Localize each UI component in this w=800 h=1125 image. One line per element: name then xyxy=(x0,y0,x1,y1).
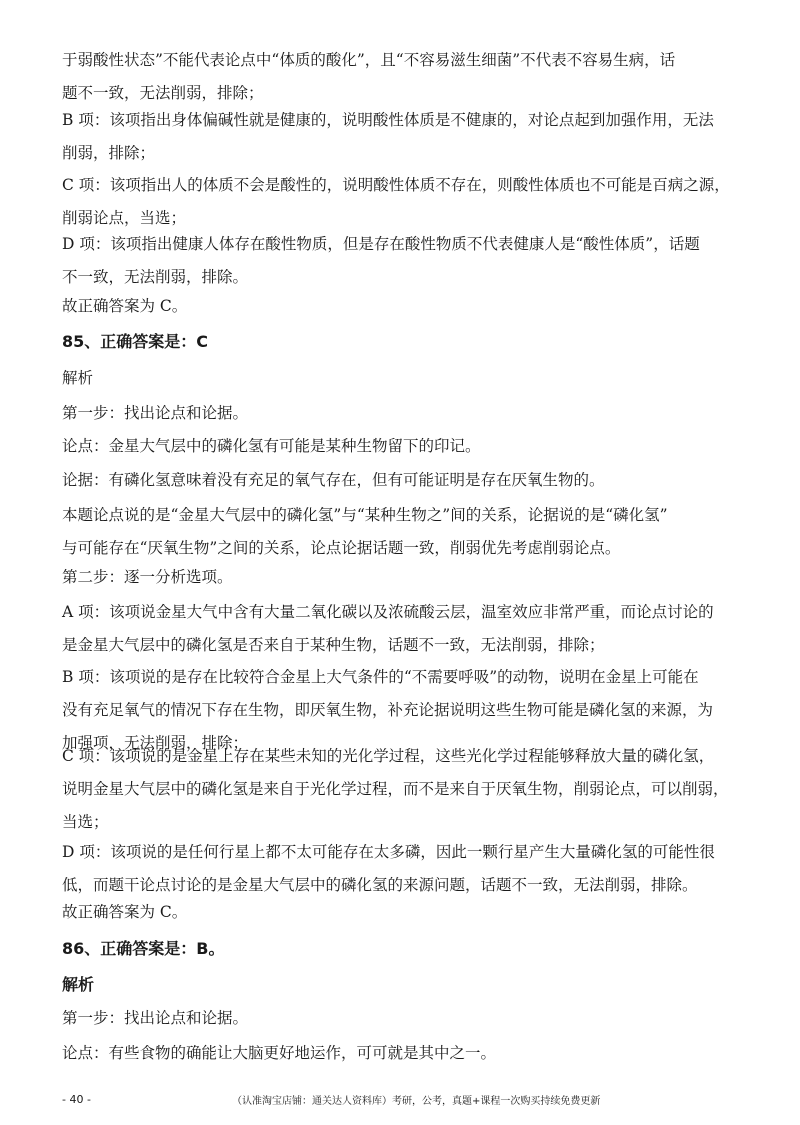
text-line: 故正确答案为 C。 xyxy=(62,297,188,315)
text-line: C 项：该项指出人的体质不会是酸性的，说明酸性体质不存在，则酸性体质也不可能是百病之源， xyxy=(62,176,730,194)
analysis-label xyxy=(62,362,752,395)
text-line: 与可能存在“厌氧生物”之间的关系，论点论据话题一致，削弱优先考虑削弱论点。 xyxy=(62,539,621,557)
question-85-heading xyxy=(62,325,752,358)
page-number: - 40 - xyxy=(62,1093,91,1106)
text-line: 低，而题干论点讨论的是金星大气层中的磷化氢的来源问题，话题不一致，无法削弱，排除。 xyxy=(62,876,698,894)
text-line: 85、正确答案是：C xyxy=(62,332,209,351)
text-line: 论点：金星大气层中的磷化氢有可能是某种生物留下的印记。 xyxy=(62,437,481,455)
text-line: B 项：该项说的是存在比较符合金星上大气条件的“不需要呼吸”的动物，说明在金星上可能在 xyxy=(62,668,699,686)
answer-conclusion xyxy=(62,896,752,929)
text-line: 论点：有些食物的确能让大脑更好地运作，可可就是其中之一。 xyxy=(62,1044,497,1062)
option-b-paragraph xyxy=(62,104,752,170)
text-line: 削弱论点，当选； xyxy=(62,209,187,227)
text-line: C 项：该项说的是金星上存在某些未知的光化学过程，这些光化学过程能够释放大量的磷化氢， xyxy=(62,747,715,765)
answer-conclusion xyxy=(62,290,752,323)
text-line: 没有充足氧气的情况下存在生物，即厌氧生物，补充论据说明这些生物可能是磷化氢的来源，为 xyxy=(62,701,714,719)
text-line: 解析 xyxy=(62,975,95,994)
argument-point xyxy=(62,1037,752,1070)
argument-evidence xyxy=(62,464,752,497)
text-line: 当选； xyxy=(62,813,109,831)
question-86-heading xyxy=(62,932,752,965)
text-line: 说明金星大气层中的磷化氢是来自于光化学过程，而不是来自于厌氧生物，削弱论点，可以削弱， xyxy=(62,780,729,798)
text-line: 第一步：找出论点和论据。 xyxy=(62,404,249,422)
text-line: 86、正确答案是：B。 xyxy=(62,939,225,958)
analysis-label xyxy=(62,968,752,1001)
text-line: 是金星大气层中的磷化氢是否来自于某种生物，话题不一致，无法削弱，排除； xyxy=(62,636,605,654)
option-a-paragraph xyxy=(62,596,752,662)
text-line: D 项：该项指出健康人体存在酸性物质，但是存在酸性物质不代表健康人是“酸性体质”，话题 xyxy=(62,235,700,253)
text-line: B 项：该项指出身体偏碱性就是健康的，说明酸性体质是不健康的，对论点起到加强作用，无法 xyxy=(62,111,714,129)
step-two xyxy=(62,561,752,594)
text-line: 第一步：找出论点和论据。 xyxy=(62,1009,249,1027)
text-line: 不一致，无法削弱，排除。 xyxy=(62,268,249,286)
text-line: 加强项，无法削弱，排除； xyxy=(62,734,249,752)
relation-paragraph xyxy=(62,499,752,565)
argument-point xyxy=(62,430,752,463)
step-one xyxy=(62,1002,752,1035)
option-d-paragraph xyxy=(62,228,752,294)
text-line: 第二步：逐一分析选项。 xyxy=(62,568,233,586)
text-line: A 项：该项说金星大气中含有大量二氧化碳以及浓硫酸云层，温室效应非常严重，而论点讨论的 xyxy=(62,603,714,621)
option-c-paragraph xyxy=(62,169,752,235)
text-line: 削弱，排除； xyxy=(62,144,156,162)
text-line: 本题论点说的是“金星大气层中的磷化氢”与“某种生物之”间的关系，论据说的是“磷化氢” xyxy=(62,506,668,524)
paragraph xyxy=(62,44,752,110)
option-d-paragraph xyxy=(62,836,752,902)
step-one xyxy=(62,397,752,430)
footer-note: （认准淘宝店铺：通关达人资料库）考研，公考，真题+课程一次购买持续免费更新 xyxy=(232,1096,601,1107)
text-line: 论据：有磷化氢意味着没有充足的氧气存在，但有可能证明是存在厌氧生物的。 xyxy=(62,471,605,489)
text-line: 故正确答案为 C。 xyxy=(62,903,188,921)
text-line: 解析 xyxy=(62,369,94,387)
text-line: 于弱酸性状态”不能代表论点中“体质的酸化”，且“不容易滋生细菌”不代表不容易生病，话 xyxy=(62,51,676,69)
text-line: 题不一致，无法削弱，排除； xyxy=(62,84,264,102)
option-c-paragraph xyxy=(62,740,752,839)
text-line: D 项：该项说的是任何行星上都不太可能存在太多磷，因此一颗行星产生大量磷化氢的可能性很 xyxy=(62,843,715,861)
